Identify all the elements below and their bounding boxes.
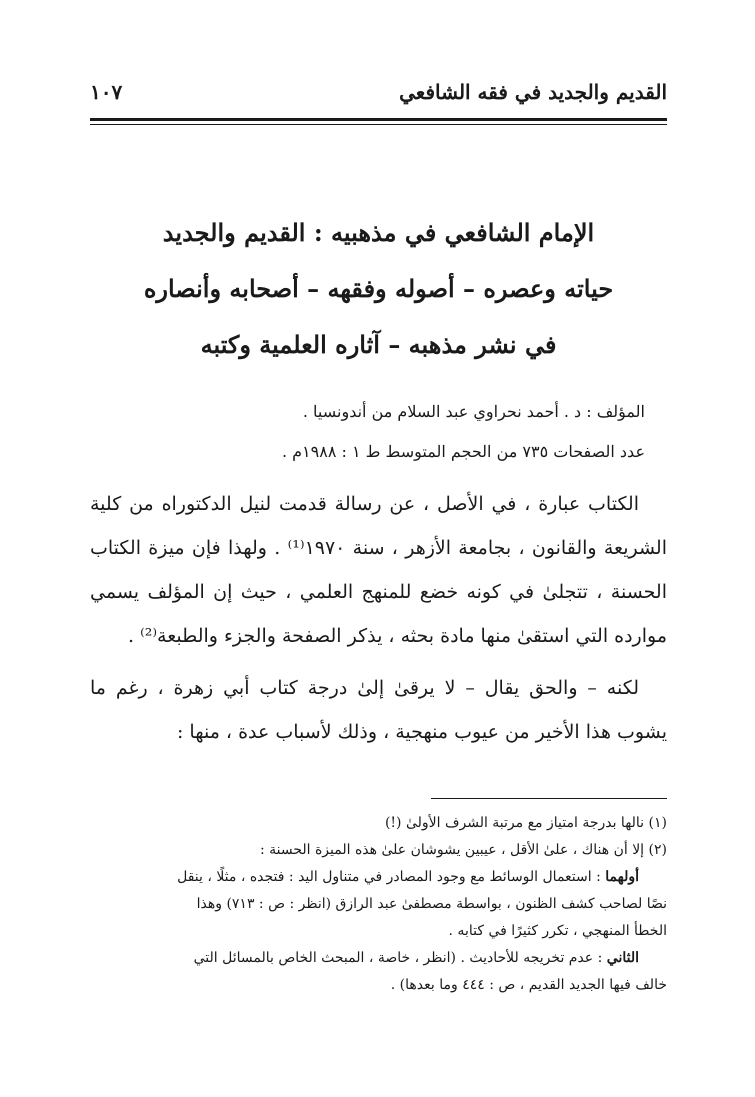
- footnote-separator: [431, 798, 667, 799]
- second-label: الثاني: [606, 950, 639, 966]
- first-text: : استعمال الوسائط مع وجود المصادر في متناول اليد : فتجده ، مثلًا ، ينقل: [177, 869, 606, 885]
- second-text: : عدم تخريجه للأحاديث . (انظر ، خاصة ، المبحث الخاص بالمسائل التي: [193, 950, 607, 966]
- page-header: [90, 80, 667, 110]
- first-label: أولهما: [605, 869, 639, 885]
- footnote-1: (١) نالها بدرجة امتياز مع مرتبة الشرف الأولىٰ (!): [384, 815, 667, 831]
- footnote-2-second-line-1: [90, 945, 667, 972]
- footnotes: [90, 810, 667, 999]
- footnote-2-first-line-3: الخطأ المنهجي ، تكرر كثيرًا في كتابه .: [448, 923, 667, 939]
- header-rule-thin: [90, 124, 667, 125]
- book-title: [90, 205, 667, 373]
- title-line-1: الإمام الشافعي في مذهبيه : القديم والجديد: [162, 218, 595, 247]
- footnote-2: (٢) إلا أن هناك ، علىٰ الأقل ، عيبين يشوشان علىٰ هذه الميزة الحسنة :: [259, 842, 667, 858]
- title-line-3: في نشر مذهبه – آثاره العلمية وكتبه: [200, 330, 557, 359]
- running-title: القديم والجديد في فقه الشافعي: [399, 80, 667, 104]
- paragraph-1: الكتاب عبارة ، في الأصل ، عن رسالة قدمت لنيل الدكتوراه من كلية الشريعة والقانون ، بجامعة الأزهر ، سنة ١٩٧٠⁽¹⁾ . ولهذا فإن ميزة الكتاب الحسنة ، تتجلىٰ في كونه خضع للمنهج العلمي ، حيث إن المؤلف يسمي موارده التي استقىٰ منها مادة بحثه ، يذكر الصفحة والجزء والطبعة⁽²⁾ .: [90, 493, 668, 647]
- footnote-2-second-line-2: خالف فيها الجديد القديم ، ص : ٤٤٤ وما بعدها) .: [390, 977, 667, 993]
- footnote-2-first-line-2: نصًا لصاحب كشف الظنون ، بواسطة مصطفىٰ عبد الرازق (انظر : ص : ٧١٣) وهذا: [196, 896, 667, 912]
- page-number: ١٠٧: [90, 80, 123, 104]
- footnote-2-first-line-1: [90, 864, 667, 891]
- header-rule-thick: [90, 118, 667, 121]
- author-line: المؤلف : د . أحمد نحراوي عبد السلام من أندونسيا .: [302, 402, 645, 421]
- review-body: [90, 482, 667, 754]
- title-line-2: حياته وعصره – أصوله وفقهه – أصحابه وأنصاره: [143, 274, 614, 303]
- pages-line: عدد الصفحات ٧٣٥ من الحجم المتوسط ط ١ : ١٩٨٨م .: [281, 442, 645, 461]
- paragraph-2: لكنه – والحق يقال – لا يرقىٰ إلىٰ درجة كتاب أبي زهرة ، رغم ما يشوب هذا الأخير من عيوب منهجية ، وذلك لأسباب عدة ، منها :: [90, 677, 667, 743]
- book-meta: [90, 392, 645, 472]
